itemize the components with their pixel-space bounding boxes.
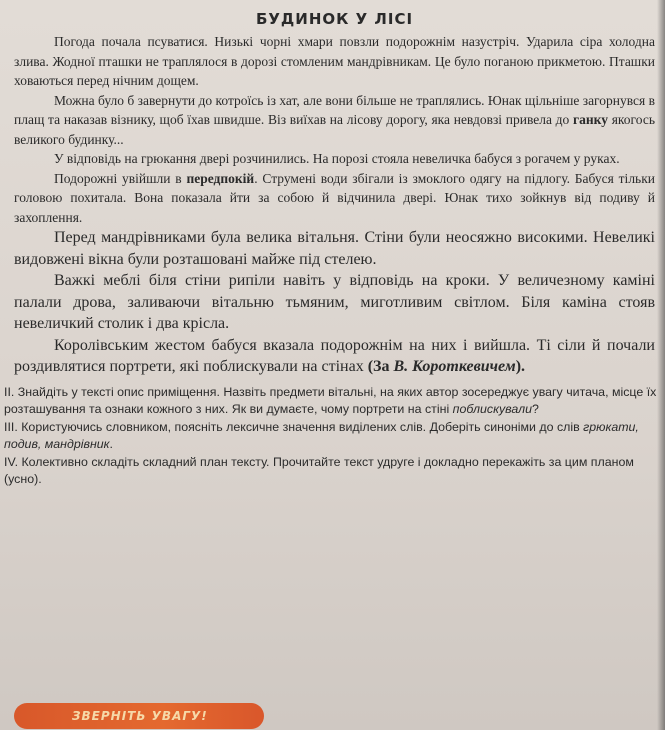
- source-open: (За: [367, 358, 394, 375]
- highlighted-word: передпокій: [186, 170, 255, 186]
- paragraph-5: Перед мандрівниками була велика вітальня. Стіни були неосяжно високими. Невеликі видовжені вікна були розташовані майже під стелею.: [14, 229, 655, 268]
- story-text: [14, 32, 655, 378]
- author-name: В. Короткевичем: [393, 358, 516, 375]
- paragraph-4: Подорожні увійшли в передпокій. Струмені води збігали із змоклого одягу на підлогу. Бабуся тільки головою похитала. Вона показала йти за собою й відчинила двері. Юнак тихо зойкнув від подиву й захоплення.: [14, 170, 655, 225]
- exercise-tasks: [4, 384, 659, 490]
- paragraph-3: У відповідь на грюкання двері розчинились. На порозі стояла невеличка бабуся з рогачем у руках.: [54, 151, 620, 166]
- task-3: ІІІ. Користуючись словником, поясніть лексичне значення виділених слів. Доберіть синоніми до слів грюкати, подив, мандрівник.: [4, 419, 639, 452]
- source-close: ).: [515, 358, 526, 375]
- paragraph-2: Можна було б завернути до котроїсь із хат, але вони більше не траплялись. Юнак щільніше загорнувся в плащ та наказав візнику, щоб їхав швидше. Віз виїхав на лісову дорогу, яка невдовзі привела до ганку якогось великого будинку...: [14, 92, 655, 147]
- page-edge-shadow: [657, 0, 665, 730]
- paragraph-6: Важкі меблі біля стіни рипіли навіть у відповідь на кроки. У величезному каміні палали дрова, заливаючи вітальню тьмяним, миготливим світлом. Біля каміна стояв невеличкий столик і два крісла.: [14, 272, 655, 332]
- attention-banner: ЗВЕРНІТЬ УВАГУ!: [14, 703, 264, 729]
- task-4: ІV. Колективно складіть складний план тексту. Прочитайте текст удруге і докладно перекажіть за цим планом (усно).: [4, 454, 634, 487]
- page-title: БУДИНОК У ЛІСІ: [255, 10, 414, 28]
- highlighted-word: ганку: [573, 112, 609, 127]
- paragraph-7: Королівським жестом бабуся вказала подорожнім на них і вийшла. Ті сіли й почали роздивлятися портрети, які поблискували на стінах (За В. Короткевичем).: [14, 336, 655, 375]
- task-2: ІІ. Знайдіть у тексті опис приміщення. Назвіть предмети вітальні, на яких автор зосереджує увагу читача, місце їх розташування та ознаки кожного з них. Як ви думаєте, чому портрети на стіні поблискували?: [4, 384, 657, 417]
- paragraph-1: Погода почала псуватися. Низькі чорні хмари повзли подорожнім назустріч. Ударила сіра холодна злива. Жодної пташки не траплялося в дорозі стомленим мандрівникам. Це було поганою прикметою. Пташки ховаються перед нічним дощем.: [14, 34, 655, 88]
